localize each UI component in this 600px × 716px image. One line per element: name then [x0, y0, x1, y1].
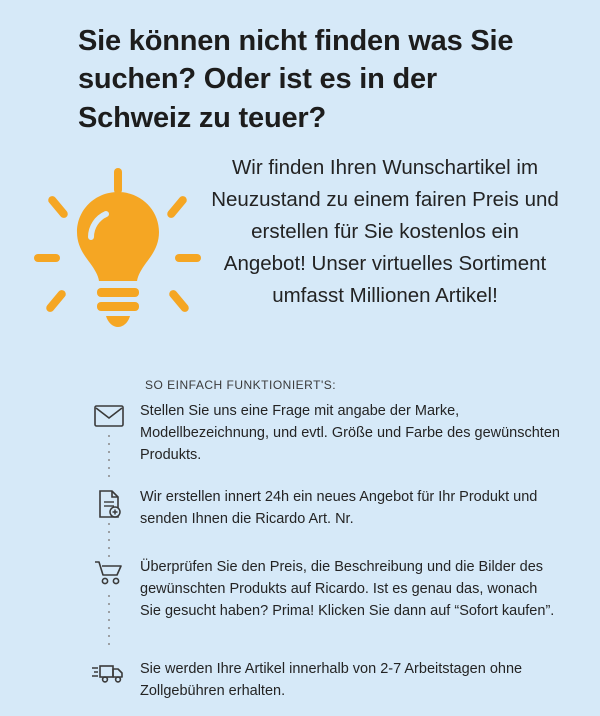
delivery-truck-icon	[78, 658, 140, 684]
dotted-connector	[108, 432, 110, 480]
dotted-connector	[108, 592, 110, 648]
document-add-icon	[78, 486, 140, 518]
dotted-connector	[108, 520, 110, 560]
list-item	[78, 556, 578, 644]
intro-text: Wir finden Ihren Wunschartikel im Neuzustand zu einem fairen Preis und erstellen für Sie kostenlos ein Angebot! Unser virtuelles Sortiment umfasst Millionen Artikel!	[211, 156, 559, 307]
shopping-cart-icon	[78, 556, 140, 586]
step-text: Wir erstellen innert 24h ein neues Angebot für Ihr Produkt und senden Ihnen die Ricardo Art. Nr.	[140, 489, 538, 528]
steps-heading: SO EINFACH FUNKTIONIERT'S:	[145, 378, 337, 392]
list-item	[78, 486, 578, 542]
list-item	[78, 400, 578, 472]
step-text: Sie werden Ihre Artikel innerhalb von 2-7 Arbeitstagen ohne Zollgebühren erhalten.	[140, 661, 523, 700]
step-text: Überprüfen Sie den Preis, die Beschreibung und die Bilder des gewünschten Produkts auf Ricardo. Ist es genau das, wonach Sie gesucht haben? Prima! Klicken Sie dann auf “Sofort kaufen”.	[140, 559, 555, 620]
lightbulb-icon	[30, 166, 205, 341]
page-title: Sie können nicht finden was Sie suchen? Oder ist es in der Schweiz zu teuer?	[78, 25, 514, 134]
envelope-icon	[78, 400, 140, 428]
steps-list	[78, 400, 578, 716]
step-text: Stellen Sie uns eine Frage mit angabe der Marke, Modellbezeichnung, und evtl. Größe und Farbe des gewünschten Produkts.	[140, 403, 560, 464]
list-item	[78, 658, 578, 702]
intro-section	[0, 152, 600, 367]
